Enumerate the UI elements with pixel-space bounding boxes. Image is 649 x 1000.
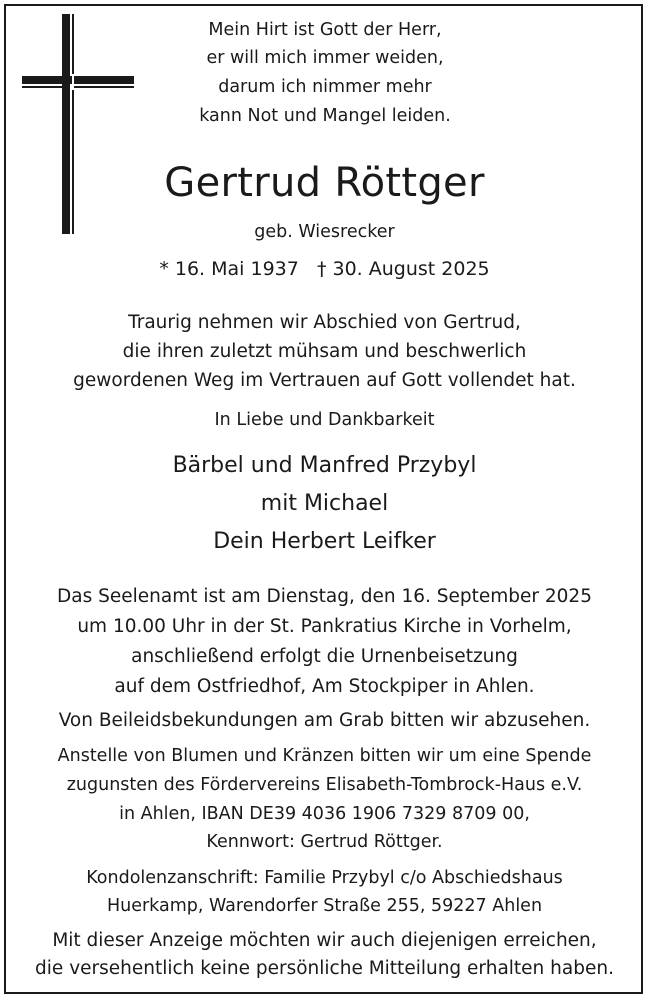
address-line: Huerkamp, Warendorfer Straße 255, 59227 Ahlen [106, 896, 543, 916]
condolence-note: Von Beileidsbekundungen am Grab bitten wir abzusehen. [58, 710, 591, 731]
deceased-name: Gertrud Röttger [164, 160, 485, 206]
maiden-name: geb. Wiesrecker [254, 222, 395, 242]
donation-line: Anstelle von Blumen und Kränzen bitten wir um eine Spende [57, 746, 592, 766]
service-line: Das Seelenamt ist am Dienstag, den 16. September 2025 [57, 586, 592, 607]
mourner-line: Dein Herbert Leifker [213, 529, 436, 554]
final-note-line: Mit dieser Anzeige möchten wir auch diejenigen erreichen, [52, 930, 597, 951]
donation-line: zugunsten des Fördervereins Elisabeth-Tombrock-Haus e.V. [66, 775, 583, 795]
service-line: um 10.00 Uhr in der St. Pankratius Kirche in Vorhelm, [77, 616, 572, 637]
mourner-line: Bärbel und Manfred Przybyl [172, 453, 477, 478]
verse-line: darum ich nimmer mehr [218, 77, 432, 97]
verse-line: kann Not und Mangel leiden. [199, 106, 451, 126]
life-dates: * 16. Mai 1937 † 30. August 2025 [159, 258, 490, 280]
final-note-line: die versehentlich keine persönliche Mitteilung erhalten haben. [35, 958, 614, 979]
donation-line: in Ahlen, IBAN DE39 4036 1906 7329 8709 00, [119, 804, 530, 824]
farewell-line: gewordenen Weg im Vertrauen auf Gott vollendet hat. [73, 370, 576, 391]
address-line: Kondolenzanschrift: Familie Przybyl c/o Abschiedshaus [86, 868, 563, 888]
verse-line: er will mich immer weiden, [206, 48, 444, 68]
donation-line: Kennwort: Gertrud Röttger. [206, 832, 443, 852]
farewell-line: die ihren zuletzt mühsam und beschwerlich [122, 341, 527, 362]
service-line: anschließend erfolgt die Urnenbeisetzung [131, 646, 518, 667]
mourner-line: mit Michael [260, 491, 389, 516]
farewell-line: Traurig nehmen wir Abschied von Gertrud, [128, 312, 521, 333]
closing-phrase: In Liebe und Dankbarkeit [214, 410, 435, 430]
verse-line: Mein Hirt ist Gott der Herr, [208, 20, 442, 40]
service-line: auf dem Ostfriedhof, Am Stockpiper in Ahlen. [114, 676, 535, 697]
